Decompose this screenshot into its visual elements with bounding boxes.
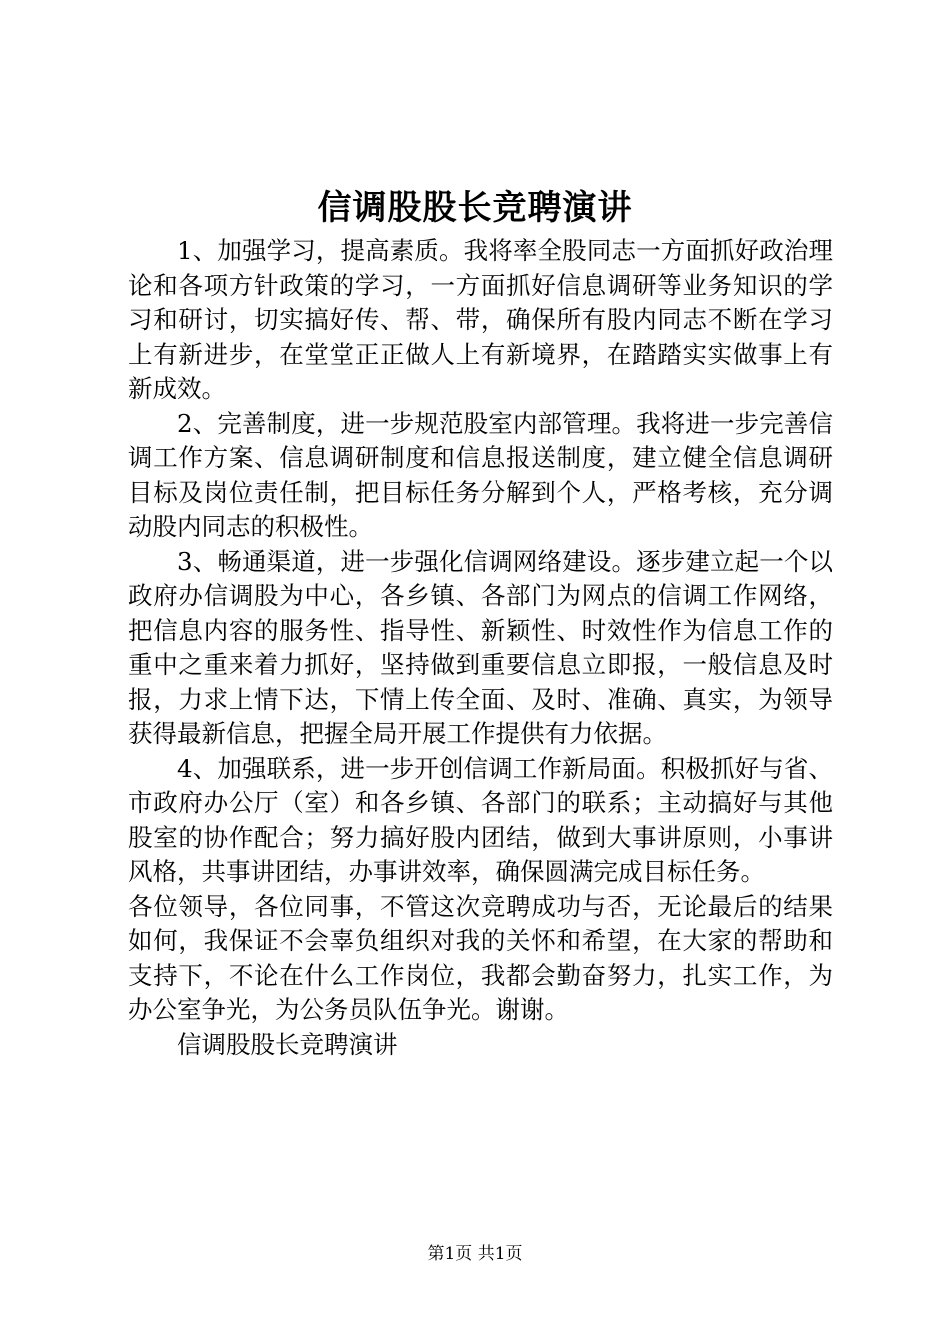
- paragraph-3: 3、畅通渠道，进一步强化信调网络建设。逐步建立起一个以政府办信调股为中心，各乡镇、各部门为网点的信调工作网络，把信息内容的服务性、指导性、新颖性、时效性作为信息工作的重中之重来着力抓好，坚持做到重要信息立即报，一般信息及时报，力求上情下达，下情上传全面、及时、准确、真实，为领导获得最新信息，把握全局开展工作提供有力依据。: [128, 546, 833, 748]
- paragraph-1: 1、加强学习，提高素质。我将率全股同志一方面抓好政治理论和各项方针政策的学习，一方面抓好信息调研等业务知识的学习和研讨，切实搞好传、帮、带，确保所有股内同志不断在学习上有新进步，在堂堂正正做人上有新境界，在踏踏实实做事上有新成效。: [128, 236, 833, 403]
- paragraph-4: 4、加强联系，进一步开创信调工作新局面。积极抓好与省、市政府办公厅（室）和各乡镇、各部门的联系；主动搞好与其他股室的协作配合；努力搞好股内团结，做到大事讲原则，小事讲风格，共事讲团结，办事讲效率，确保圆满完成目标任务。: [128, 753, 833, 886]
- paragraph-2: 2、完善制度，进一步规范股室内部管理。我将进一步完善信调工作方案、信息调研制度和信息报送制度，建立健全信息调研目标及岗位责任制，把目标任务分解到个人，严格考核，充分调动股内同志的积极性。: [128, 408, 833, 541]
- document-title: 信调股股长竞聘演讲: [317, 188, 633, 228]
- closing-paragraph: 各位领导，各位同事，不管这次竞聘成功与否，无论最后的结果如何，我保证不会辜负组织对我的关怀和希望，在大家的帮助和支持下，不论在什么工作岗位，我都会勤奋努力，扎实工作，为办公室争光，为公务员队伍争光。谢谢。: [128, 891, 833, 1024]
- document-body: [128, 234, 833, 1062]
- signature-line: 信调股股长竞聘演讲: [177, 1029, 398, 1059]
- page-footer: 第1页 共1页: [427, 1244, 523, 1264]
